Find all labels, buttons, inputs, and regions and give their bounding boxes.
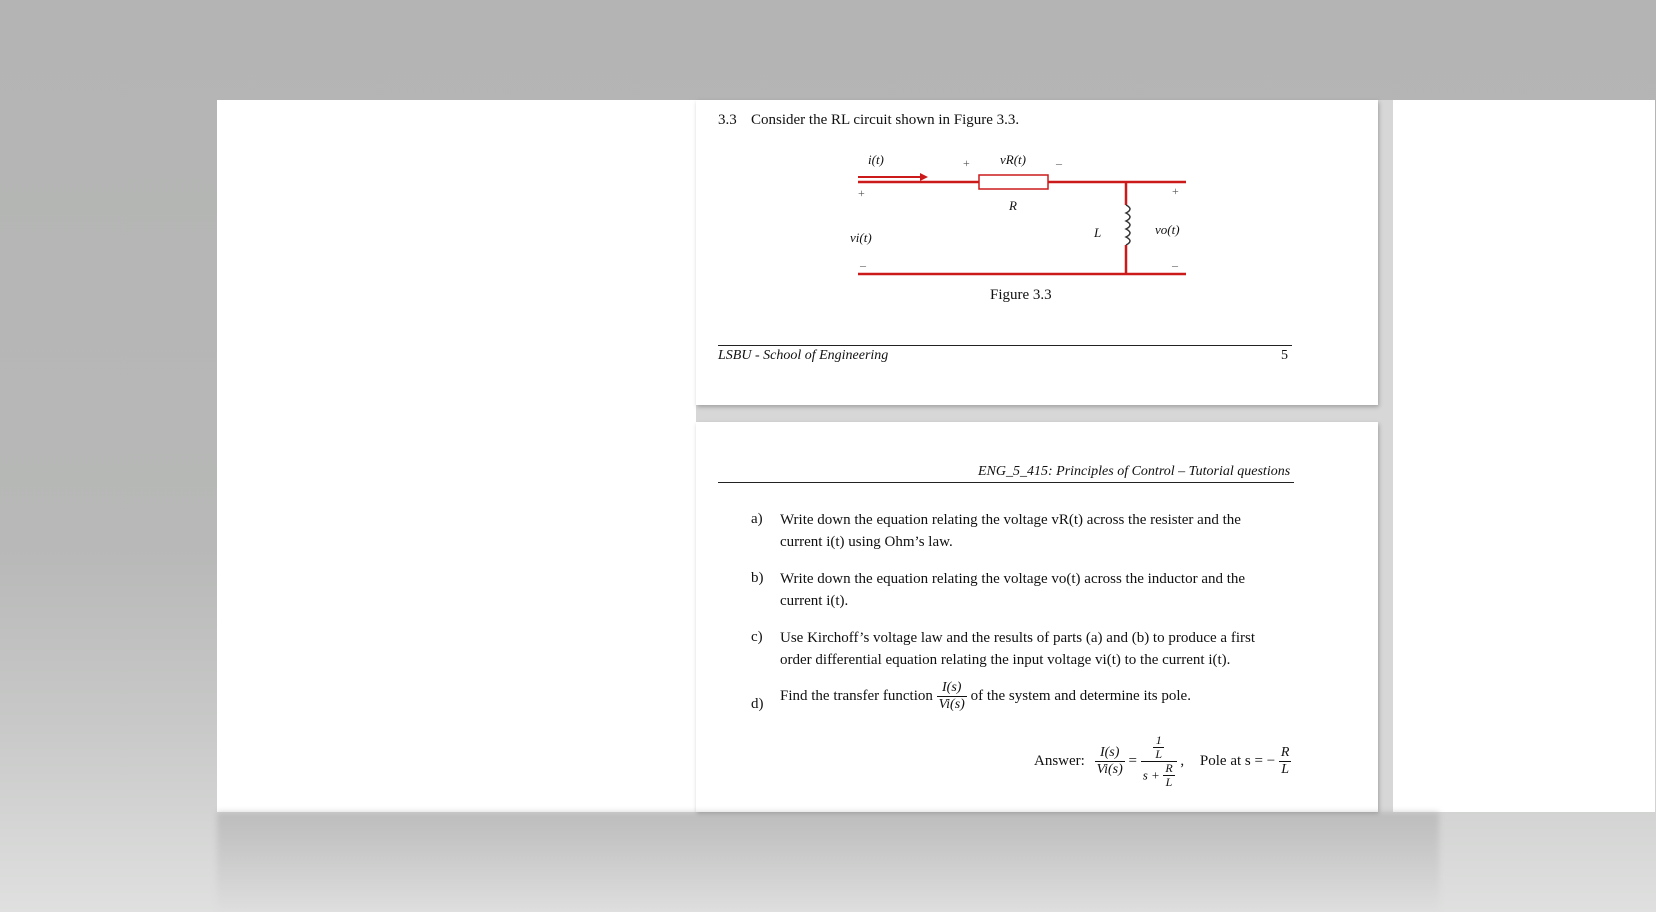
answer-pole-text: Pole at s = −	[1199, 753, 1276, 769]
part-c-text: Use Kirchoff’s voltage law and the results of parts (a) and (b) to produce a first order differential equation relating the input voltage vi(t) to the current i(t).	[780, 630, 1255, 668]
answer-rhs-fraction	[1141, 734, 1177, 789]
question-number: 3.3	[718, 112, 737, 128]
answer-block	[1034, 734, 1291, 789]
part-b-label: b)	[751, 570, 764, 586]
answer-lhs-fraction	[1095, 745, 1125, 778]
footer-school: LSBU - School of Engineering	[718, 348, 889, 363]
answer-lhs-den: Vi(s)	[1096, 762, 1123, 777]
vr-plus-sign: +	[963, 156, 970, 170]
page-5	[696, 100, 1378, 405]
header-rule	[718, 482, 1294, 483]
answer-pole-den: L	[1281, 762, 1290, 777]
part-d-text-before: Find the transfer function	[780, 688, 933, 704]
part-b-text: Write down the equation relating the voltage vo(t) across the inductor and the current i(t).	[780, 571, 1246, 609]
part-d-text	[780, 680, 1191, 713]
answer-rhs-den	[1141, 762, 1177, 789]
resistor-label: R	[1009, 198, 1017, 213]
vr-label: vR(t)	[1000, 152, 1026, 167]
answer-rhs-den-num: R	[1165, 761, 1173, 775]
footer-page-number: 5	[1281, 348, 1288, 363]
part-d-frac-den: Vi(s)	[938, 697, 965, 712]
document-viewer	[217, 100, 1439, 812]
header-title: ENG_5_415: Principles of Control – Tutorial questions	[978, 464, 1291, 479]
vo-plus-sign: +	[1172, 184, 1179, 198]
vr-minus-sign: –	[1056, 156, 1062, 170]
answer-label: Answer:	[1034, 753, 1085, 769]
vo-minus-sign: –	[1172, 258, 1178, 272]
answer-pole-num: R	[1280, 745, 1290, 760]
answer-rhs-den-den: L	[1165, 775, 1173, 789]
resistor	[979, 175, 1048, 189]
answer-lhs-num: I(s)	[1095, 745, 1125, 762]
inductor	[1126, 205, 1130, 245]
vi-minus-sign: –	[860, 258, 866, 272]
current-arrow-head	[920, 173, 928, 181]
answer-equals: =	[1128, 753, 1137, 769]
answer-comma: ,	[1180, 753, 1185, 769]
rl-circuit-diagram	[696, 140, 1378, 280]
inductor-label: L	[1094, 225, 1102, 240]
answer-rhs-num-fraction	[1153, 734, 1164, 761]
answer-rhs-num-top: 1	[1153, 734, 1164, 748]
page-6	[696, 422, 1378, 812]
right-blank-area	[1393, 100, 1655, 812]
part-a-text: Write down the equation relating the voltage vR(t) across the resister and the current i(t) using Ohm’s law.	[780, 512, 1241, 550]
question-text: Consider the RL circuit shown in Figure 3.3.	[751, 112, 1020, 128]
vi-plus-sign: +	[858, 186, 865, 200]
part-d-transfer-fraction	[937, 680, 967, 713]
part-d-frac-num: I(s)	[937, 680, 967, 697]
answer-rhs-den-fraction	[1163, 762, 1174, 789]
answer-rhs-num-bottom: L	[1155, 747, 1163, 761]
viewer-reflection	[217, 812, 1439, 912]
vo-label: vo(t)	[1155, 222, 1180, 237]
part-a-label: a)	[751, 511, 763, 527]
answer-rhs-num	[1141, 734, 1177, 762]
part-d-label: d)	[751, 696, 764, 712]
answer-pole-fraction	[1279, 745, 1292, 778]
part-d-text-after: of the system and determine its pole.	[970, 688, 1191, 704]
footer-rule	[718, 345, 1292, 346]
figure-caption: Figure 3.3	[990, 287, 1052, 303]
current-label: i(t)	[868, 152, 884, 167]
answer-rhs-den-prefix: s +	[1142, 767, 1160, 783]
part-c-label: c)	[751, 629, 763, 645]
vi-label: vi(t)	[850, 230, 872, 245]
